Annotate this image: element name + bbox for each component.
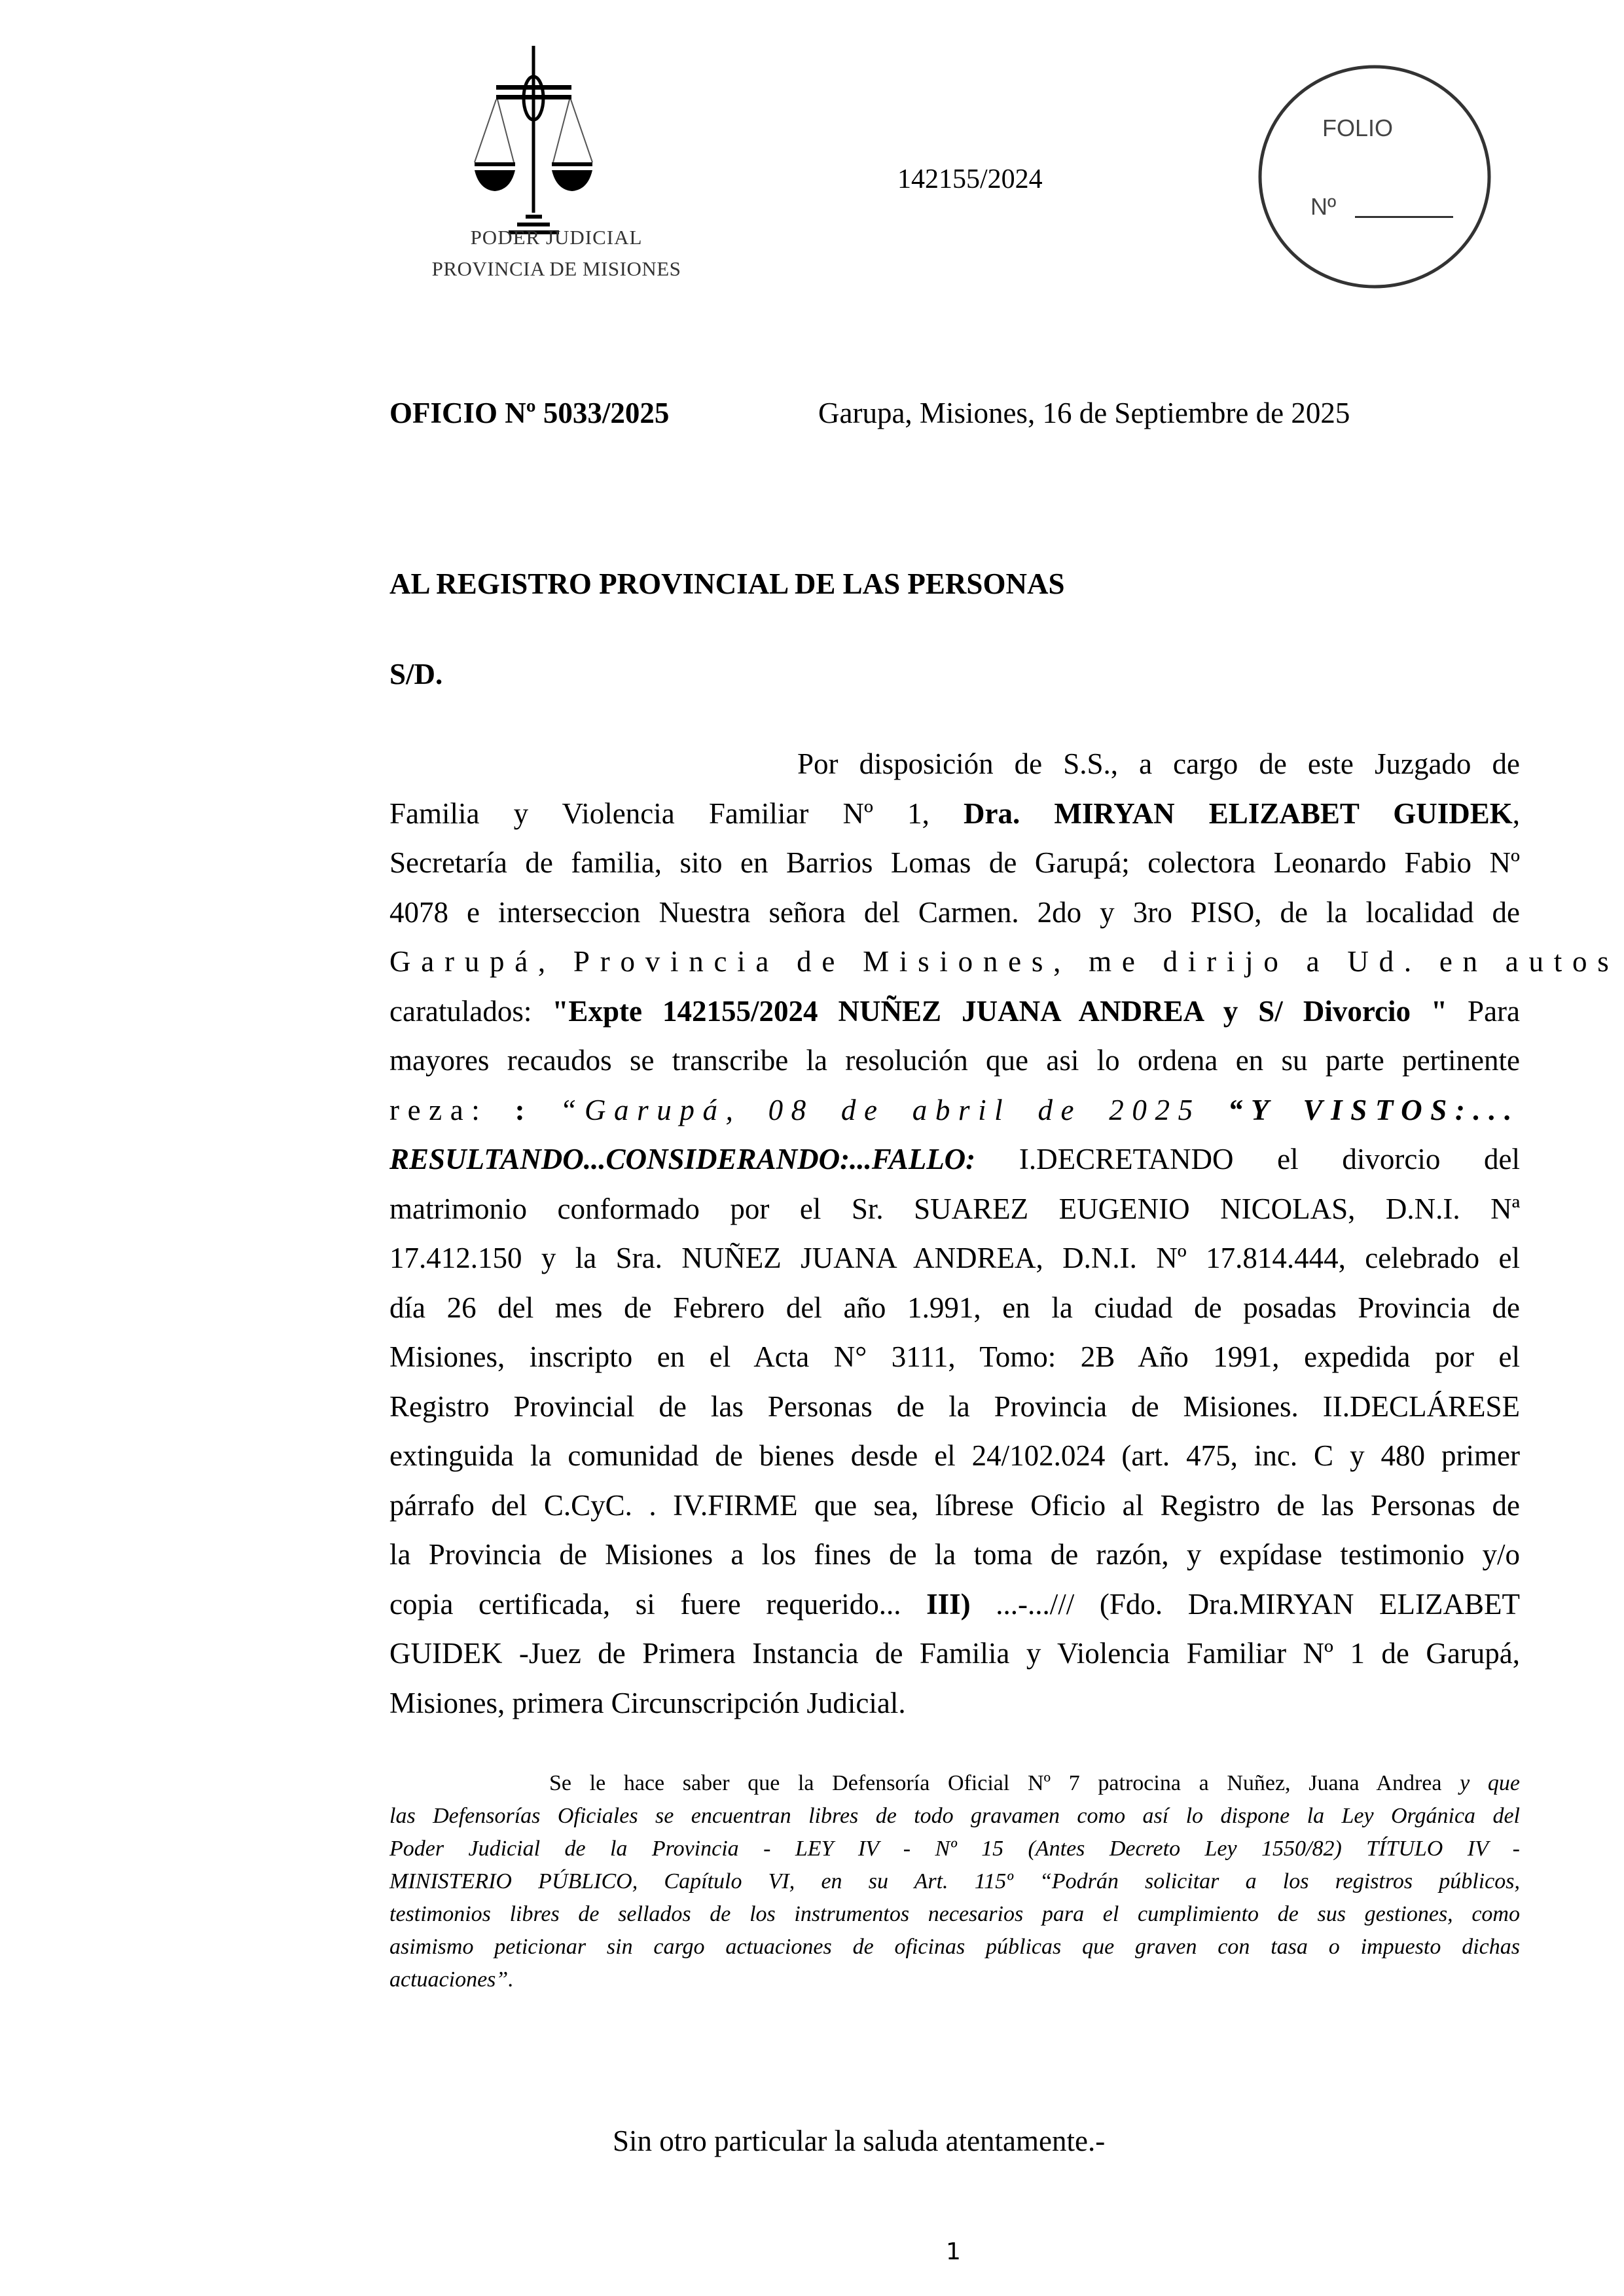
page-number: 1 — [946, 2238, 961, 2265]
text-line — [389, 789, 1520, 839]
text-line — [389, 1333, 1520, 1382]
text-segment: I.DECRETANDO el divorcio del — [975, 1143, 1520, 1175]
text-segment: copia certificada, si fuere requerido... — [389, 1587, 927, 1621]
text-line — [389, 1036, 1520, 1086]
text-segment: Para — [1447, 994, 1521, 1028]
scales-of-justice-logo-icon — [419, 39, 694, 295]
place-date: Garupa, Misiones, 16 de Septiembre de 2025 — [818, 397, 1350, 429]
text-segment: GUIDEK -Juez de Primera Instancia de Familia y Violencia Familiar Nº 1 de Garupá, — [389, 1637, 1520, 1670]
text-segment: III) — [926, 1587, 971, 1621]
text-line — [389, 1382, 1520, 1432]
closing-line: Sin otro particular la saluda atentamente.- — [613, 2125, 1106, 2157]
text-line — [389, 1865, 1520, 1898]
folio-label: FOLIO — [1322, 115, 1394, 141]
text-segment: caratulados: — [389, 994, 552, 1028]
body-paragraph — [389, 740, 1619, 1728]
text-segment: asimismo peticionar sin cargo actuaciones de oficinas públicas que graven con tasa o impuesto dichas — [389, 1935, 1520, 1959]
text-line — [389, 1898, 1520, 1931]
text-line — [389, 740, 1520, 789]
text-segment: “Y VISTOS:... — [1227, 1093, 1521, 1126]
folio-number-label: Nº — [1310, 193, 1337, 220]
text-line — [389, 1283, 1520, 1333]
text-line — [389, 1234, 1520, 1283]
text-line — [389, 1800, 1520, 1833]
text-line — [389, 1185, 1520, 1234]
text-line — [389, 937, 1619, 987]
text-line — [389, 987, 1520, 1037]
text-segment: Se le hace saber que la Defensoría Oficial Nº 7 patrocina a Nuñez, Juana Andrea — [549, 1771, 1442, 1795]
text-segment: y que — [1441, 1771, 1520, 1795]
folio-number-blank — [1355, 216, 1453, 218]
text-segment: las Defensorías Oficiales se encuentran libres de todo gravamen como así lo dispone la Ley Orgánica del — [389, 1804, 1520, 1828]
logo-text-poder-judicial: PODER JUDICIAL — [470, 226, 643, 249]
text-segment: matrimonio conformado por el Sr. SUAREZ EUGENIO NICOLAS, D.N.I. Nª — [389, 1192, 1520, 1225]
text-segment: RESULTANDO...CONSIDERANDO:...FALLO: — [389, 1143, 976, 1175]
text-segment: Garupá, Provincia de Misiones, me dirijo a Ud. en autos — [389, 945, 1619, 978]
text-segment: Registro Provincial de las Personas de la Provincia de Misiones. II.DECLÁRESE — [389, 1390, 1520, 1423]
text-segment: , — [1512, 797, 1521, 830]
text-line — [389, 1767, 1520, 1800]
sd-abbrev: S/D. — [389, 658, 443, 691]
text-segment: 17.412.150 y la Sra. NUÑEZ JUANA ANDREA, D.N.I. Nº 17.814.444, celebrado el — [389, 1242, 1520, 1274]
text-line — [389, 1679, 1520, 1729]
text-segment: día 26 del mes de Febrero del año 1.991, en la ciudad de posadas Provincia de — [389, 1291, 1520, 1324]
addressee: AL REGISTRO PROVINCIAL DE LAS PERSONAS — [389, 567, 1065, 600]
text-line — [389, 1964, 1520, 1996]
text-segment: reza: — [389, 1093, 515, 1126]
text-line — [389, 1530, 1520, 1580]
text-segment: Dra. MIRYAN ELIZABET GUIDEK — [964, 797, 1513, 830]
text-segment: párrafo del C.CyC. . IV.FIRME que sea, líbrese Oficio al Registro de las Personas de — [389, 1488, 1520, 1522]
text-segment: “Garupá, 08 de abril de 2025 — [533, 1093, 1228, 1126]
text-segment: : — [514, 1093, 533, 1126]
text-line — [389, 1086, 1520, 1136]
text-segment: Por disposición de S.S., a cargo de este Juzgado de — [797, 747, 1520, 780]
text-line — [389, 1431, 1520, 1481]
text-line — [389, 1833, 1520, 1865]
oficio-number: OFICIO Nº 5033/2025 — [389, 397, 670, 429]
text-line — [389, 838, 1520, 888]
text-segment: actuaciones”. — [389, 1967, 514, 1992]
text-segment: "Expte 142155/2024 NUÑEZ JUANA ANDREA y S/ Divorcio " — [552, 994, 1447, 1028]
text-segment: Secretaría de familia, sito en Barrios Lomas de Garupá; colectora Leonardo Fabio Nº — [389, 846, 1520, 879]
text-line — [389, 1580, 1520, 1630]
text-segment: Familia y Violencia Familiar Nº 1, — [389, 797, 964, 830]
text-segment: extinguida la comunidad de bienes desde el 24/102.024 (art. 475, inc. C y 480 primer — [389, 1439, 1520, 1472]
text-line — [389, 1135, 1520, 1185]
text-segment: 4078 e interseccion Nuestra señora del Carmen. 2do y 3ro PISO, de la localidad de — [389, 895, 1520, 929]
logo-text-provincia: PROVINCIA DE MISIONES — [431, 257, 681, 280]
text-line — [389, 1629, 1520, 1679]
text-segment: Misiones, primera Circunscripción Judicial. — [389, 1686, 906, 1719]
text-segment: Poder Judicial de la Provincia - LEY IV - Nº 15 (Antes Decreto Ley 1550/82) TÍTULO IV - — [389, 1837, 1520, 1861]
text-line — [389, 888, 1520, 938]
text-segment: ...-.../// (Fdo. Dra.MIRYAN ELIZABET — [970, 1587, 1520, 1621]
file-number: 142155/2024 — [897, 164, 1043, 194]
defensoria-note — [389, 1767, 1520, 1996]
text-segment: testimonios libres de sellados de los instrumentos necesarios para el cumplimiento de sus gestiones, como — [389, 1902, 1520, 1926]
text-segment: MINISTERIO PÚBLICO, Capítulo VI, en su Art. 115º “Podrán solicitar a los registros públicos, — [389, 1869, 1520, 1893]
text-line — [389, 1931, 1520, 1964]
text-segment: mayores recaudos se transcribe la resolución que asi lo ordena en su parte pertinente — [389, 1044, 1520, 1077]
text-segment: la Provincia de Misiones a los fines de la toma de razón, y expídase testimonio y/o — [389, 1538, 1520, 1571]
folio-stamp-icon — [1250, 62, 1499, 291]
text-line — [389, 1481, 1520, 1531]
text-segment: Misiones, inscripto en el Acta N° 3111, Tomo: 2B Año 1991, expedida por el — [389, 1340, 1520, 1373]
